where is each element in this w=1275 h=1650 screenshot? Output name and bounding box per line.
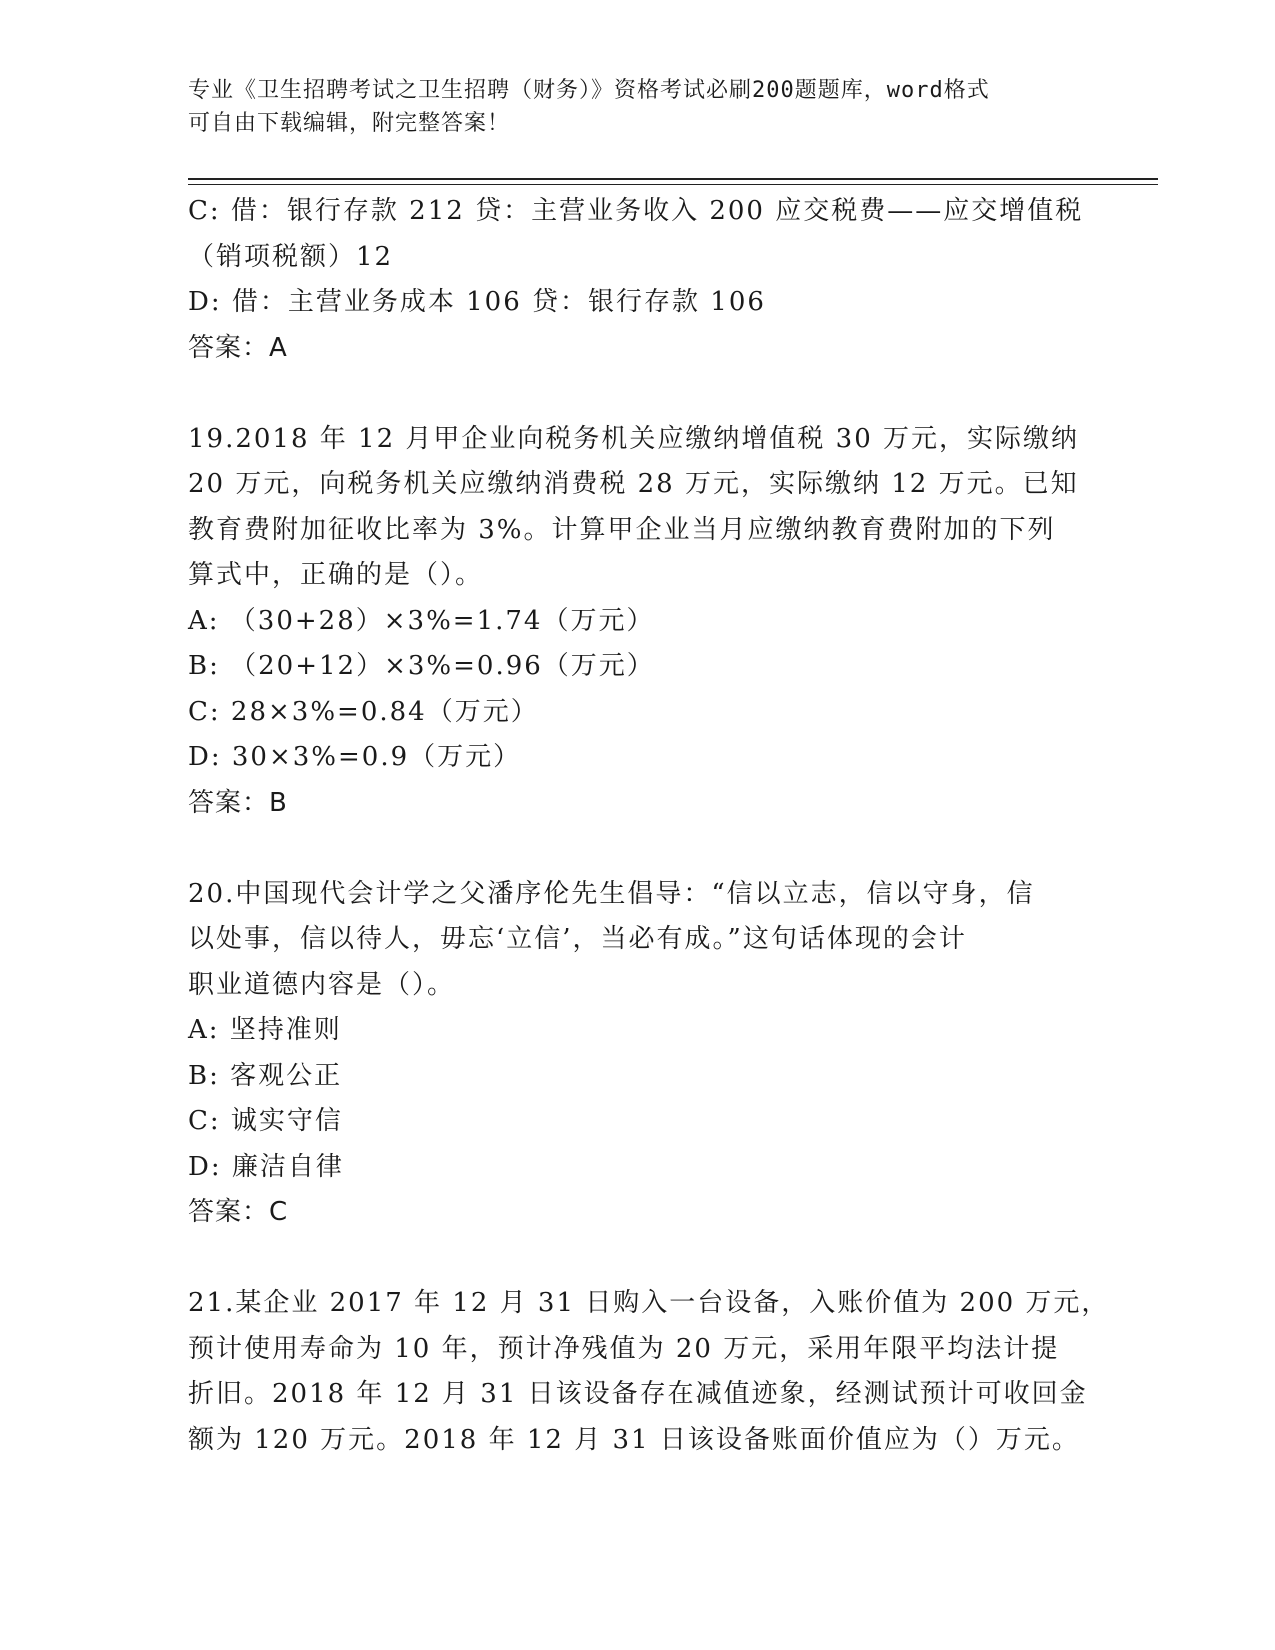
question-content <box>188 189 1110 1463</box>
answer: 答案：C <box>188 1197 289 1227</box>
question-stem-line: 以处事，信以待人，毋忘‘立信’，当必有成。”这句话体现的会计 <box>188 924 967 954</box>
option-d: D: 30×3%=0.9（万元） <box>188 742 522 772</box>
question-20 <box>188 872 1088 1236</box>
question-stem-line: 职业道德内容是（）。 <box>188 969 456 1000</box>
option-c: C: 28×3%=0.84（万元） <box>188 696 539 727</box>
question-stem-line: 20.中国现代会计学之父潘序伦先生倡导：“信以立志，信以守身，信 <box>188 878 1035 909</box>
question-19 <box>188 417 1088 827</box>
question-stem-line: 算式中，正确的是（）。 <box>188 560 484 590</box>
option-a: A: （30+28）×3%=1.74（万元） <box>188 605 655 636</box>
question-21 <box>188 1281 1110 1463</box>
option-c-continued: （销项税额）12 <box>188 241 394 272</box>
question-18-continued <box>188 189 1088 371</box>
option-b: B: 客观公正 <box>188 1060 343 1091</box>
question-stem-line: 20 万元，向税务机关应缴纳消费税 28 万元，实际缴纳 12 万元。已知 <box>188 469 1079 499</box>
header-divider-thick <box>188 178 1158 180</box>
answer: 答案：B <box>188 787 288 818</box>
question-stem-line: 19.2018 年 12 月甲企业向税务机关应缴纳增值税 30 万元，实际缴纳 <box>188 423 1080 454</box>
option-c: C: 借：银行存款 212 贷：主营业务收入 200 应交税费——应交增值税 <box>188 196 1084 226</box>
option-b: B: （20+12）×3%=0.96（万元） <box>188 651 655 681</box>
option-a: A: 坚持准则 <box>188 1015 342 1045</box>
header-title-line-1: 专业《卫生招聘考试之卫生招聘（财务）》资格考试必刷200题题库，word格式 <box>188 78 990 103</box>
question-stem-line: 教育费附加征收比率为 3%。计算甲企业当月应缴纳教育费附加的下列 <box>188 514 1056 545</box>
spacer <box>188 1236 1088 1282</box>
option-d: D: 廉洁自律 <box>188 1151 344 1182</box>
page-header <box>188 74 1068 140</box>
spacer <box>188 826 1088 872</box>
question-stem-line: 折旧。2018 年 12 月 31 日该设备存在减值迹象，经测试预计可收回金 <box>188 1379 1088 1409</box>
header-title-line-2: 可自由下载编辑，附完整答案！ <box>188 111 511 136</box>
answer: 答案：A <box>188 332 288 363</box>
header-divider-thin <box>188 184 1158 185</box>
question-stem-line: 额为 120 万元。2018 年 12 月 31 日该设备账面价值应为（）万元。 <box>188 1424 1080 1455</box>
option-d: D: 借：主营业务成本 106 贷：银行存款 106 <box>188 287 766 317</box>
question-stem-line: 预计使用寿命为 10 年，预计净残值为 20 万元，采用年限平均法计提 <box>188 1333 1060 1364</box>
question-stem-line: 21.某企业 2017 年 12 月 31 日购入一台设备，入账价值为 200 万元， <box>188 1288 1110 1318</box>
spacer <box>188 371 1088 417</box>
option-c: C: 诚实守信 <box>188 1106 343 1136</box>
